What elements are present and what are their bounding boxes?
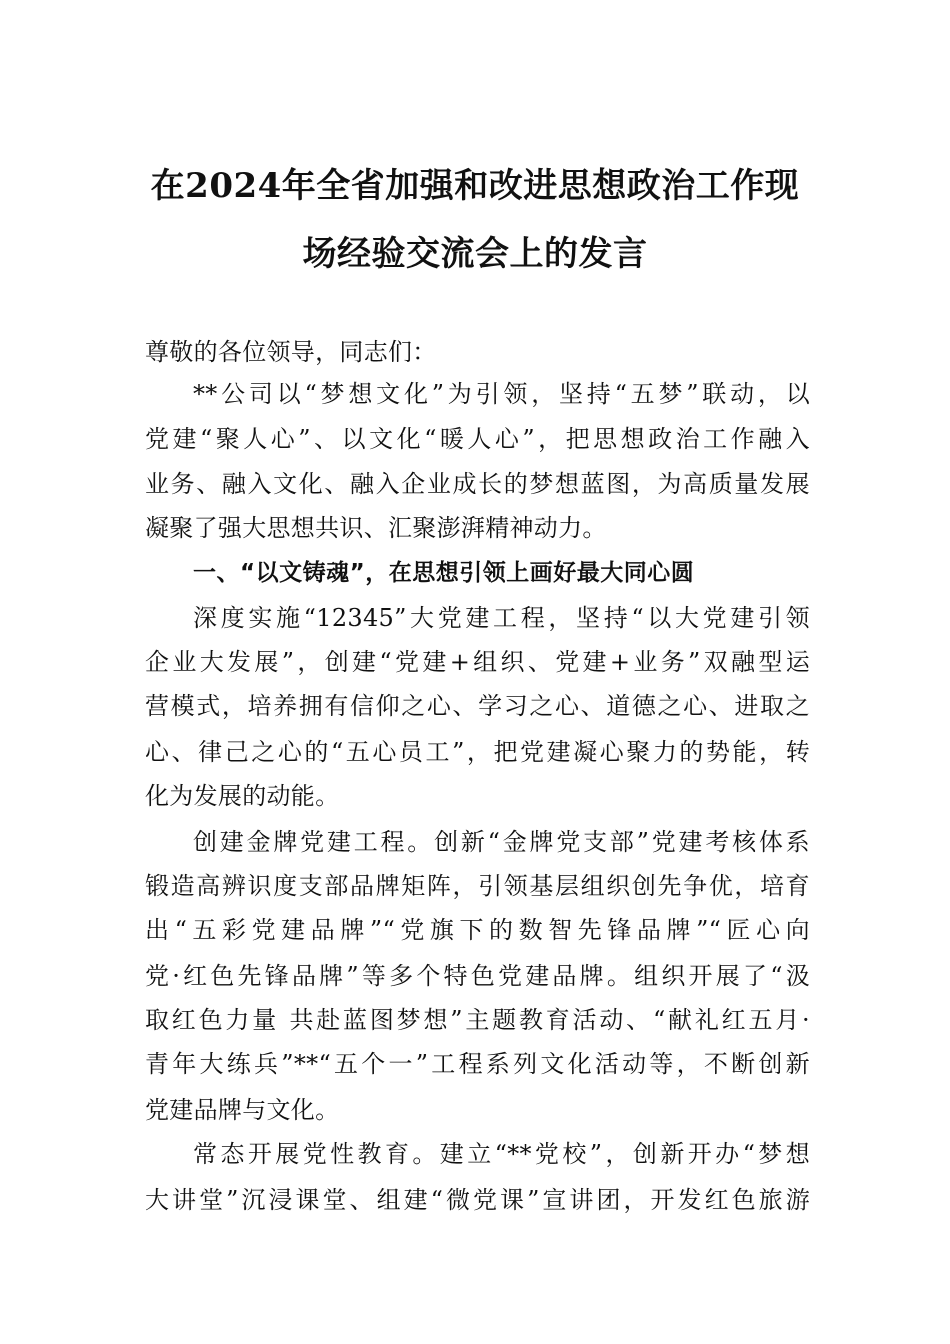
salutation: 尊敬的各位领导，同志们： xyxy=(145,338,437,366)
paragraph-line: 取红色力量 共赴蓝图梦想”主题教育活动、“献礼红五月· xyxy=(145,1006,810,1034)
intro-line: 业务、融入文化、融入企业成长的梦想蓝图，为高质量发展 xyxy=(145,470,810,498)
section-heading: 一、“以文铸魂”，在思想引领上画好最大同心圆 xyxy=(193,560,695,586)
paragraph-line: 常态开展党性教育。建立“**党校”，创新开办“梦想 xyxy=(193,1140,810,1168)
intro-line: **公司以“梦想文化”为引领，坚持“五梦”联动，以 xyxy=(193,380,810,408)
document-title-line-2: 场经验交流会上的发言 xyxy=(302,234,648,274)
paragraph-line: 心、律己之心的“五心员工”，把党建凝心聚力的势能，转 xyxy=(145,738,810,766)
paragraph-line: 深度实施“12345”大党建工程，坚持“以大党建引领 xyxy=(193,604,810,632)
document-title-line-1: 在2024年全省加强和改进思想政治工作现 xyxy=(150,166,800,206)
paragraph-line: 党·红色先锋品牌”等多个特色党建品牌。组织开展了“汲 xyxy=(145,962,810,990)
paragraph-line: 青年大练兵”**“五个一”工程系列文化活动等，不断创新 xyxy=(145,1050,810,1078)
paragraph-line: 党建品牌与文化。 xyxy=(145,1096,340,1124)
paragraph-line: 创建金牌党建工程。创新“金牌党支部”党建考核体系 xyxy=(193,828,810,856)
paragraph-line: 化为发展的动能。 xyxy=(145,782,340,810)
paragraph-line: 大讲堂”沉浸课堂、组建“微党课”宣讲团，开发红色旅游 xyxy=(145,1186,810,1214)
paragraph-line: 锻造高辨识度支部品牌矩阵，引领基层组织创先争优，培育 xyxy=(145,872,810,900)
paragraph-line: 企业大发展”，创建“党建+组织、党建+业务”双融型运 xyxy=(145,648,810,676)
paragraph-line: 出“五彩党建品牌”“党旗下的数智先锋品牌”“匠心向 xyxy=(145,916,810,944)
intro-line: 党建“聚人心”、以文化“暖人心”，把思想政治工作融入 xyxy=(145,425,810,453)
paragraph-line: 营模式，培养拥有信仰之心、学习之心、道德之心、进取之 xyxy=(145,692,810,720)
intro-line: 凝聚了强大思想共识、汇聚澎湃精神动力。 xyxy=(145,514,607,542)
